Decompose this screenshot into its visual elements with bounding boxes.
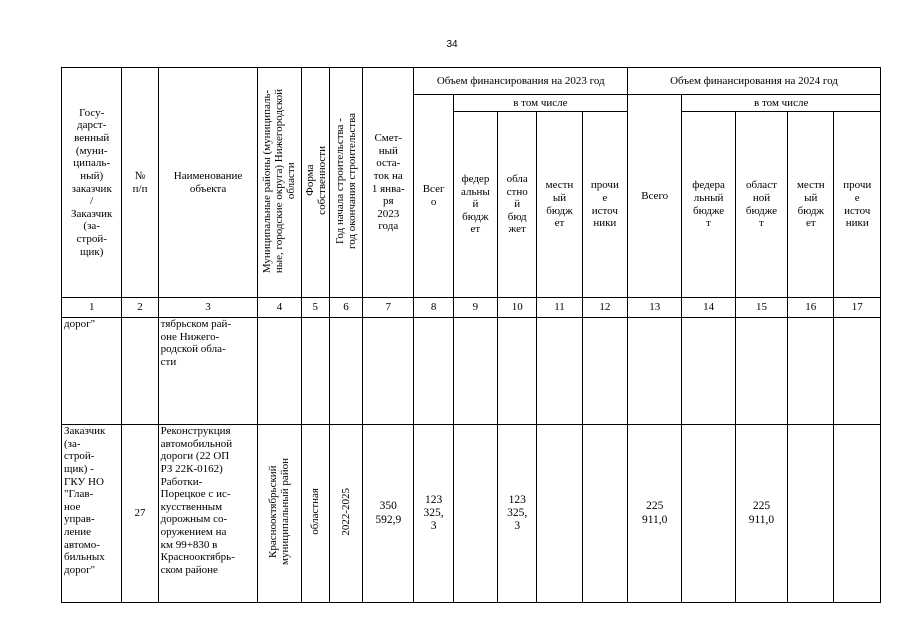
row27-district — [258, 425, 301, 603]
column-number: 4 — [258, 298, 301, 318]
row27-federal-2023 — [453, 425, 497, 603]
column-number: 14 — [682, 298, 735, 318]
column-numbers-row — [62, 298, 881, 318]
header-incl-2023: в том числе — [453, 95, 627, 112]
header-years — [329, 68, 362, 298]
header-districts — [258, 68, 301, 298]
header-ownership — [301, 68, 329, 298]
column-number: 1 — [62, 298, 122, 318]
cell — [628, 318, 682, 425]
row27-customer: Заказчик (за- строй- щик) - ГКУ НО "Глав- ное управ- ление автомо- бильных дорог" — [62, 425, 122, 603]
cell — [682, 318, 735, 425]
cont-object: тябрьском рай- оне Нижего- родской обла- сти — [158, 318, 258, 425]
header-federal-2024: федера льный бюдже т — [682, 112, 735, 298]
cell — [258, 318, 301, 425]
column-number: 15 — [735, 298, 787, 318]
row27-regional-2023: 123 325, 3 — [498, 425, 537, 603]
header-regional-2023: обла стно й бюд жет — [498, 112, 537, 298]
row27-total-2024: 225 911,0 — [628, 425, 682, 603]
cell — [301, 318, 329, 425]
page-number: 34 — [446, 39, 458, 50]
column-number: 11 — [537, 298, 582, 318]
row27-ownership-text: областная — [309, 488, 322, 536]
column-number: 5 — [301, 298, 329, 318]
column-number: 6 — [329, 298, 362, 318]
column-number: 8 — [414, 298, 453, 318]
row27-district-text: Краснооктябрьский муниципальный район — [267, 458, 292, 566]
header-customer: Госу- дарст- венный (муни- ципаль- ный) заказчик / Заказчик (за- строй- щик) — [62, 68, 122, 298]
cell — [453, 318, 497, 425]
table-row — [62, 425, 881, 603]
row27-years-text: 2022-2025 — [339, 487, 352, 536]
row27-estimate: 350 592,9 — [363, 425, 414, 603]
header-total-2024: Всего — [628, 95, 682, 298]
header-federal-2023: федер альны й бюдж ет — [453, 112, 497, 298]
row27-other-2023 — [582, 425, 627, 603]
cell — [363, 318, 414, 425]
cell — [414, 318, 453, 425]
header-other-2023: прочи е источ ники — [582, 112, 627, 298]
header-other-2024: прочи е источ ники — [834, 112, 881, 298]
cell — [537, 318, 582, 425]
cell — [329, 318, 362, 425]
row27-years — [329, 425, 362, 603]
header-total-2023: Всег о — [414, 95, 453, 298]
cell — [834, 318, 881, 425]
header-years-text: Год начала строительства - год окончания строительства — [333, 112, 358, 249]
column-number: 7 — [363, 298, 414, 318]
row27-other-2024 — [834, 425, 881, 603]
cell — [122, 318, 158, 425]
header-local-2024: местн ый бюдж ет — [788, 112, 834, 298]
cont-customer: дорог" — [62, 318, 122, 425]
header-fin-2023: Объем финансирования на 2023 год — [414, 68, 628, 95]
header-local-2023: местн ый бюдж ет — [537, 112, 582, 298]
column-number: 17 — [834, 298, 881, 318]
column-number: 16 — [788, 298, 834, 318]
row27-local-2024 — [788, 425, 834, 603]
cell — [498, 318, 537, 425]
header-fin-2024: Объем финансирования на 2024 год — [628, 68, 881, 95]
header-incl-2024: в том числе — [682, 95, 881, 112]
row27-ownership — [301, 425, 329, 603]
header-number: № п/п — [122, 68, 158, 298]
header-estimate: Смет- ный оста- ток на 1 янва- ря 2023 года — [363, 68, 414, 298]
row27-total-2023: 123 325, 3 — [414, 425, 453, 603]
header-regional-2024: област ной бюдже т — [735, 112, 787, 298]
header-object-name: Наименование объекта — [158, 68, 258, 298]
column-number: 10 — [498, 298, 537, 318]
row27-object: Реконструкция автомобильной дороги (22 ОП РЗ 22К-0162) Работки- Порецкое с ис- кусственным дорожным со- оружением на км 99+830 в Краснооктябрь- ском районе — [158, 425, 258, 603]
column-number: 9 — [453, 298, 497, 318]
header-districts-text: Муниципальные районы (муниципаль- ные, городские округа) Нижегородской области — [261, 88, 298, 273]
column-number: 12 — [582, 298, 627, 318]
column-number: 13 — [628, 298, 682, 318]
row27-federal-2024 — [682, 425, 735, 603]
header-ownership-text: Форма собственности — [303, 146, 328, 216]
table-row — [62, 318, 881, 425]
cell — [788, 318, 834, 425]
column-number: 3 — [158, 298, 258, 318]
financing-table — [61, 67, 881, 603]
cell — [582, 318, 627, 425]
row27-regional-2024: 225 911,0 — [735, 425, 787, 603]
row27-local-2023 — [537, 425, 582, 603]
cell — [735, 318, 787, 425]
row27-number: 27 — [122, 425, 158, 603]
column-number: 2 — [122, 298, 158, 318]
